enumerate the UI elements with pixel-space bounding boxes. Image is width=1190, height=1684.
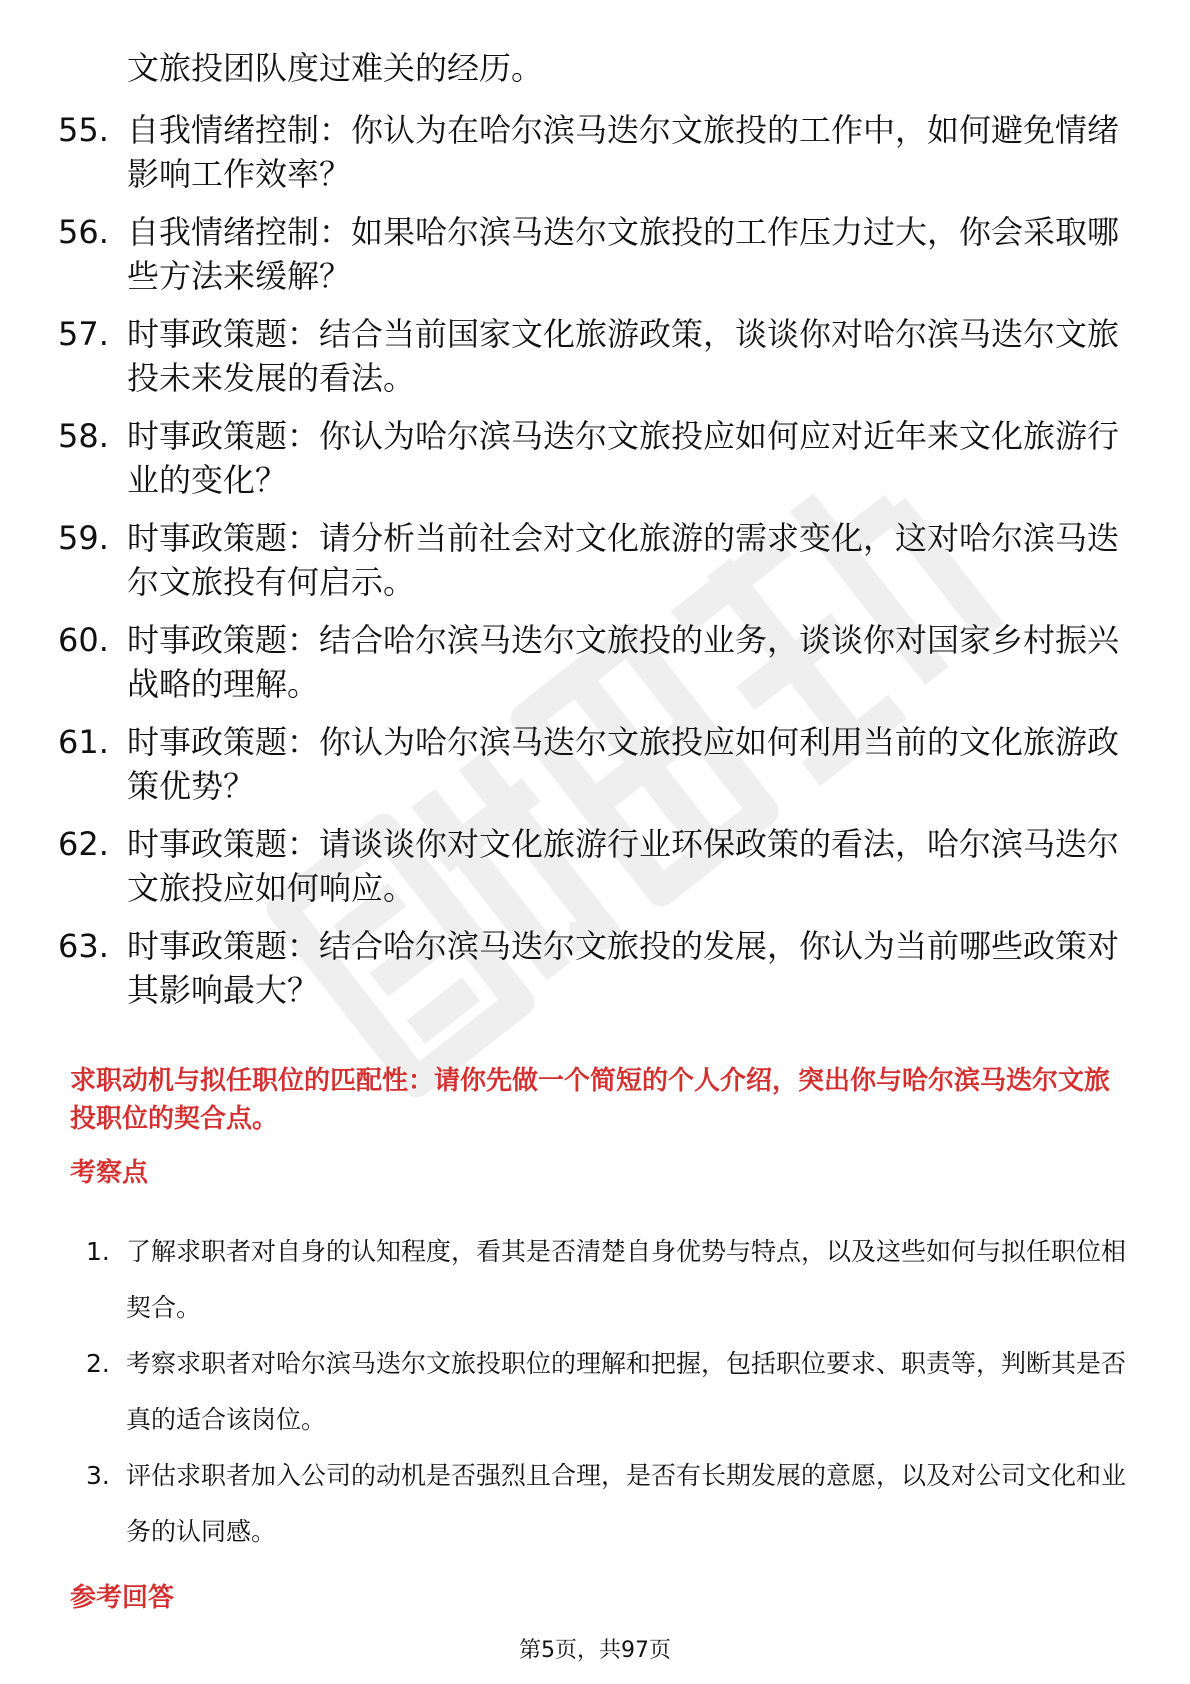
question-number: 56. bbox=[58, 213, 109, 251]
question-number: 58. bbox=[58, 417, 109, 455]
question-text: 时事政策题：结合哈尔滨马迭尔文旅投的业务，谈谈你对国家乡村振兴战略的理解。 bbox=[127, 621, 1120, 703]
question-text: 时事政策题：请分析当前社会对文化旅游的需求变化，这对哈尔滨马迭尔文旅投有何启示。 bbox=[127, 519, 1120, 601]
kaocha-point bbox=[86, 1336, 1126, 1448]
kaocha-point bbox=[86, 1224, 1126, 1336]
kaocha-title: 考察点 bbox=[70, 1158, 149, 1188]
question-text: 时事政策题：你认为哈尔滨马迭尔文旅投应如何利用当前的文化旅游政策优势？ bbox=[127, 723, 1120, 805]
point-number: 1. bbox=[86, 1237, 110, 1266]
question-text: 时事政策题：请谈谈你对文化旅游行业环保政策的看法，哈尔滨马迭尔文旅投应如何响应。 bbox=[127, 825, 1120, 907]
question-number: 63. bbox=[58, 927, 109, 965]
question-list bbox=[58, 108, 1118, 1026]
reference-answer-title: 参考回答 bbox=[70, 1583, 175, 1613]
point-number: 2. bbox=[86, 1349, 110, 1378]
question-number: 57. bbox=[58, 315, 109, 353]
question-number: 60. bbox=[58, 621, 109, 659]
question-number: 59. bbox=[58, 519, 109, 557]
page-footer: 第5页，共97页 bbox=[519, 1638, 671, 1663]
question-number: 61. bbox=[58, 723, 109, 761]
question-continuation: 文旅投团队度过难关的经历。 bbox=[127, 49, 544, 87]
question-item bbox=[58, 720, 1118, 822]
question-item bbox=[58, 108, 1118, 210]
question-number: 55. bbox=[58, 111, 109, 149]
question-item bbox=[58, 414, 1118, 516]
point-number: 3. bbox=[86, 1461, 110, 1490]
kaocha-point bbox=[86, 1448, 1126, 1560]
question-item bbox=[58, 210, 1118, 312]
question-text: 自我情绪控制：如果哈尔滨马迭尔文旅投的工作压力过大，你会采取哪些方法来缓解？ bbox=[127, 213, 1120, 295]
question-item bbox=[58, 924, 1118, 1026]
section-title: 求职动机与拟任职位的匹配性：请你先做一个简短的个人介绍，突出你与哈尔滨马迭尔文旅投职位的契合点。 bbox=[70, 1066, 1111, 1134]
question-item bbox=[58, 312, 1118, 414]
point-text: 了解求职者对自身的认知程度，看其是否清楚自身优势与特点，以及这些如何与拟任职位相契合。 bbox=[126, 1237, 1127, 1322]
kaocha-point-list bbox=[86, 1224, 1126, 1560]
question-number: 62. bbox=[58, 825, 109, 863]
question-text: 自我情绪控制：你认为在哈尔滨马迭尔文旅投的工作中，如何避免情绪影响工作效率？ bbox=[127, 111, 1120, 193]
question-item bbox=[58, 822, 1118, 924]
question-text: 时事政策题：你认为哈尔滨马迭尔文旅投应如何应对近年来文化旅游行业的变化？ bbox=[127, 417, 1120, 499]
question-item bbox=[58, 618, 1118, 720]
question-text: 时事政策题：结合当前国家文化旅游政策，谈谈你对哈尔滨马迭尔文旅投未来发展的看法。 bbox=[127, 315, 1120, 397]
question-item bbox=[58, 516, 1118, 618]
question-text: 时事政策题：结合哈尔滨马迭尔文旅投的发展，你认为当前哪些政策对其影响最大？ bbox=[127, 927, 1120, 1009]
point-text: 考察求职者对哈尔滨马迭尔文旅投职位的理解和把握，包括职位要求、职责等，判断其是否真的适合该岗位。 bbox=[126, 1349, 1127, 1434]
point-text: 评估求职者加入公司的动机是否强烈且合理，是否有长期发展的意愿，以及对公司文化和业务的认同感。 bbox=[126, 1461, 1127, 1546]
